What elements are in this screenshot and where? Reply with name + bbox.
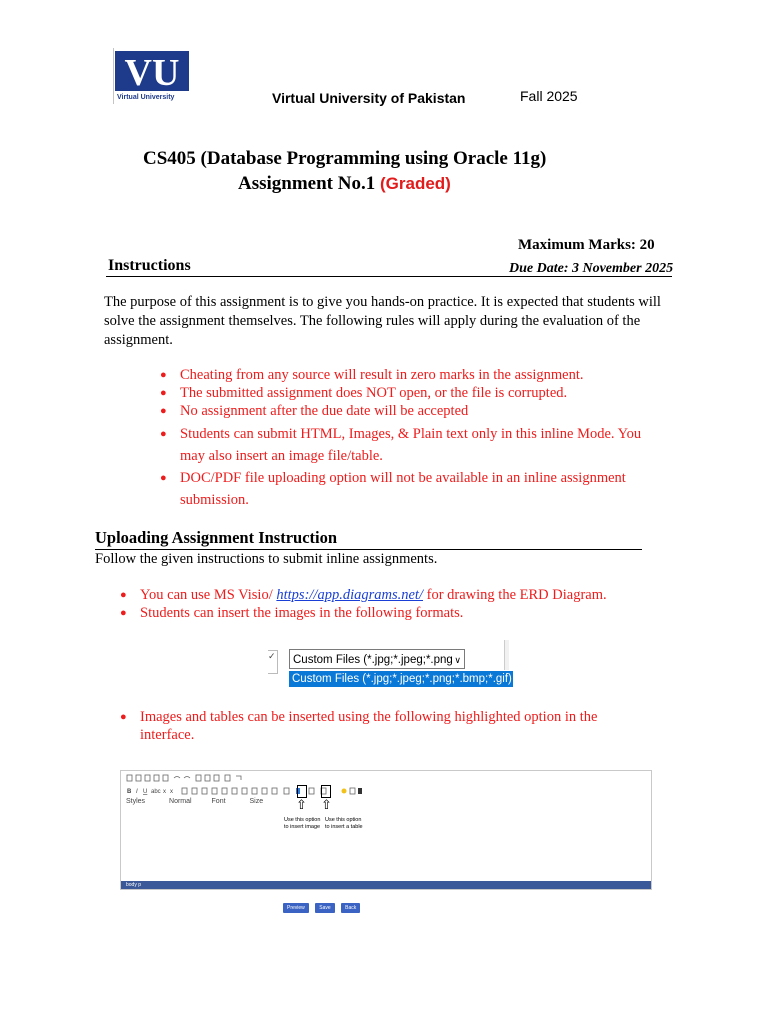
dropdown-value: Custom Files (*.jpg;*.jpeg;*.png [293, 654, 453, 666]
font-select[interactable]: Font [211, 798, 226, 805]
rule-item: ● DOC/PDF file uploading option will not be available in an inline assignment submission. [160, 467, 665, 511]
element-path: body p [126, 882, 142, 888]
arrow-up-icon: ⇧ [321, 797, 332, 812]
upload-item: ● Students can insert the images in the following formats. [120, 604, 640, 622]
editor-buttons [283, 896, 362, 911]
heading-rule [106, 276, 672, 277]
due-date: Due Date: 3 November 2025 [509, 261, 674, 276]
upload-item: ● Images and tables can be inserted using the following highlighted option in the interface. [120, 708, 640, 744]
editor-screenshot [120, 770, 652, 890]
svg-text:abc: abc [151, 789, 161, 795]
course-title: CS405 (Database Programming using Oracle 11g) [143, 148, 547, 169]
format-select[interactable]: Normal [169, 798, 192, 805]
upload-item-text: for drawing the ERD Diagram. [423, 587, 607, 603]
svg-text:x: x [163, 789, 166, 795]
upload-list [120, 708, 640, 744]
editor-status-bar [121, 881, 651, 889]
instructions-heading: Instructions [108, 257, 191, 274]
svg-text:x: x [170, 789, 173, 795]
upload-list [120, 586, 640, 622]
instructions-intro: The purpose of this assignment is to give you hands-on practice. It is expected that students will solve the assignment themselves. The following rules will apply during the evaluation of the assignment. [104, 294, 661, 348]
university-name: Virtual University of Pakistan [272, 90, 466, 106]
insert-image-caption: Use this option to insert image [284, 817, 321, 830]
upload-intro: Follow the given instructions to submit inline assignments. [95, 551, 438, 567]
checkmark-icon: ✓ [268, 650, 278, 674]
arrow-up-icon: ⇧ [296, 797, 307, 812]
rule-item: ● Students can submit HTML, Images, & Plain text only in this inline Mode. You may also insert an image file/table. [160, 423, 665, 467]
graded-label: (Graded) [379, 174, 451, 193]
editor-toolbar-row1 [121, 774, 651, 784]
insert-table-caption: Use this option to insert a table [325, 817, 363, 830]
svg-text:I: I [136, 789, 138, 795]
assignment-number: Assignment No.1 [238, 173, 376, 194]
heading-rule [95, 549, 642, 550]
rule-item: ● The submitted assignment does NOT open, or the file is corrupted. [160, 384, 665, 402]
styles-select[interactable]: Styles [126, 798, 146, 805]
file-format-screenshot [268, 640, 516, 692]
preview-button[interactable]: Preview [283, 903, 309, 913]
editor-toolbar-row2 [121, 786, 651, 796]
editor-toolbar-row3 [121, 798, 651, 808]
upload-heading: Uploading Assignment Instruction [95, 528, 338, 547]
size-select[interactable]: Size [249, 798, 264, 805]
semester-label: Fall 2025 [520, 88, 578, 104]
rule-item: ● Cheating from any source will result in zero marks in the assignment. [160, 366, 665, 384]
upload-item-text: You can use MS Visio/ [140, 587, 277, 603]
upload-item [120, 586, 640, 604]
chevron-down-icon: ∨ [454, 655, 461, 665]
diagrams-link[interactable]: https://app.diagrams.net/ [276, 587, 423, 603]
svg-text:U: U [143, 789, 148, 795]
svg-text:B: B [127, 789, 132, 795]
scrollbar [504, 640, 509, 670]
file-type-option-selected[interactable]: Custom Files (*.jpg;*.jpeg;*.png;*.bmp;*.gif) [289, 671, 513, 687]
logo-caption: Virtual University [117, 94, 175, 101]
rules-list [160, 366, 665, 511]
maximum-marks: Maximum Marks: 20 [518, 237, 655, 253]
save-button[interactable]: Save [315, 903, 334, 913]
file-type-dropdown[interactable] [289, 649, 465, 669]
assignment-title [238, 173, 451, 195]
back-button[interactable]: Back [341, 903, 360, 913]
rule-item: ● No assignment after the due date will be accepted [160, 402, 665, 420]
logo-mark: VU [124, 52, 180, 94]
university-logo [113, 48, 191, 104]
